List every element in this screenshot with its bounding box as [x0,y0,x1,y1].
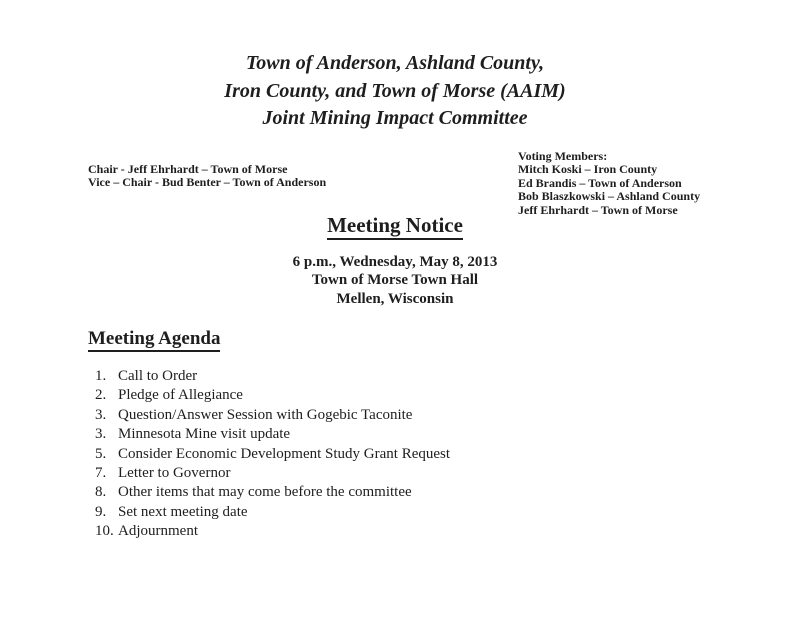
committee-title-line-3: Joint Mining Impact Committee [262,107,528,129]
agenda-item-number: 10. [95,523,114,540]
meeting-agenda-heading-text: Meeting Agenda [88,328,220,352]
agenda-item-text: Call to Order [118,368,198,384]
agenda-item [95,445,790,464]
committee-title-line-1: Town of Anderson, Ashland County, [245,52,545,74]
officers-and-members [88,148,790,217]
agenda-item-text: Minnesota Mine visit update [118,426,291,443]
agenda-item-text: Consider Economic Development Study Grant Request [118,445,451,462]
meeting-notice-heading-text: Meeting Notice [327,213,463,240]
meeting-city: Mellen, Wisconsin [336,290,454,307]
voting-member: Jeff Ehrhardt – Town of Morse [518,202,678,217]
agenda-item-text: Other items that may come before the committee [118,484,412,501]
meeting-place: Town of Morse Town Hall [311,272,479,288]
officers-block [88,163,326,190]
meeting-agenda-heading [88,328,790,350]
chair-line: Chair - Jeff Ehrhardt – Town of Morse [88,161,288,176]
agenda-item-text: Question/Answer Session with Gogebic Taconite [118,406,413,423]
agenda-item [95,425,790,444]
committee-title [0,0,790,133]
agenda-item [95,386,790,405]
agenda-item-text: Pledge of Allegiance [118,387,243,404]
voting-member: Mitch Koski – Iron County [518,162,658,176]
agenda-item [95,483,790,502]
agenda-item-number: 2. [95,387,107,404]
meeting-details [0,253,790,309]
committee-title-line-2: Iron County, and Town of Morse (AAIM) [224,79,566,102]
meeting-datetime: 6 p.m., Wednesday, May 8, 2013 [292,253,498,270]
agenda-item-text: Adjournment [118,523,198,540]
voting-members-heading: Voting Members: [518,148,608,163]
vice-chair-line: Vice – Chair - Bud Benter – Town of Anderson [88,175,327,189]
agenda-item [95,406,790,425]
agenda-item-text: Letter to Governor [118,465,231,482]
voting-member: Ed Brandis – Town of Anderson [518,175,682,190]
agenda-item-number: 8. [95,484,107,501]
agenda-item-number: 1. [95,368,107,384]
agenda-item [95,367,790,386]
agenda-item-number: 3. [95,426,107,443]
agenda-list [0,367,790,542]
agenda-item-text: Set next meeting date [118,503,248,520]
voting-members-block [518,150,700,218]
agenda-item [95,522,790,541]
agenda-item-number: 7. [95,465,107,482]
agenda-item-number: 3. [95,406,107,423]
agenda-item-number: 9. [95,503,107,520]
agenda-item [95,464,790,483]
voting-member: Bob Blaszkowski – Ashland County [518,189,701,203]
agenda-item-number: 5. [95,445,107,462]
agenda-item [95,503,790,522]
